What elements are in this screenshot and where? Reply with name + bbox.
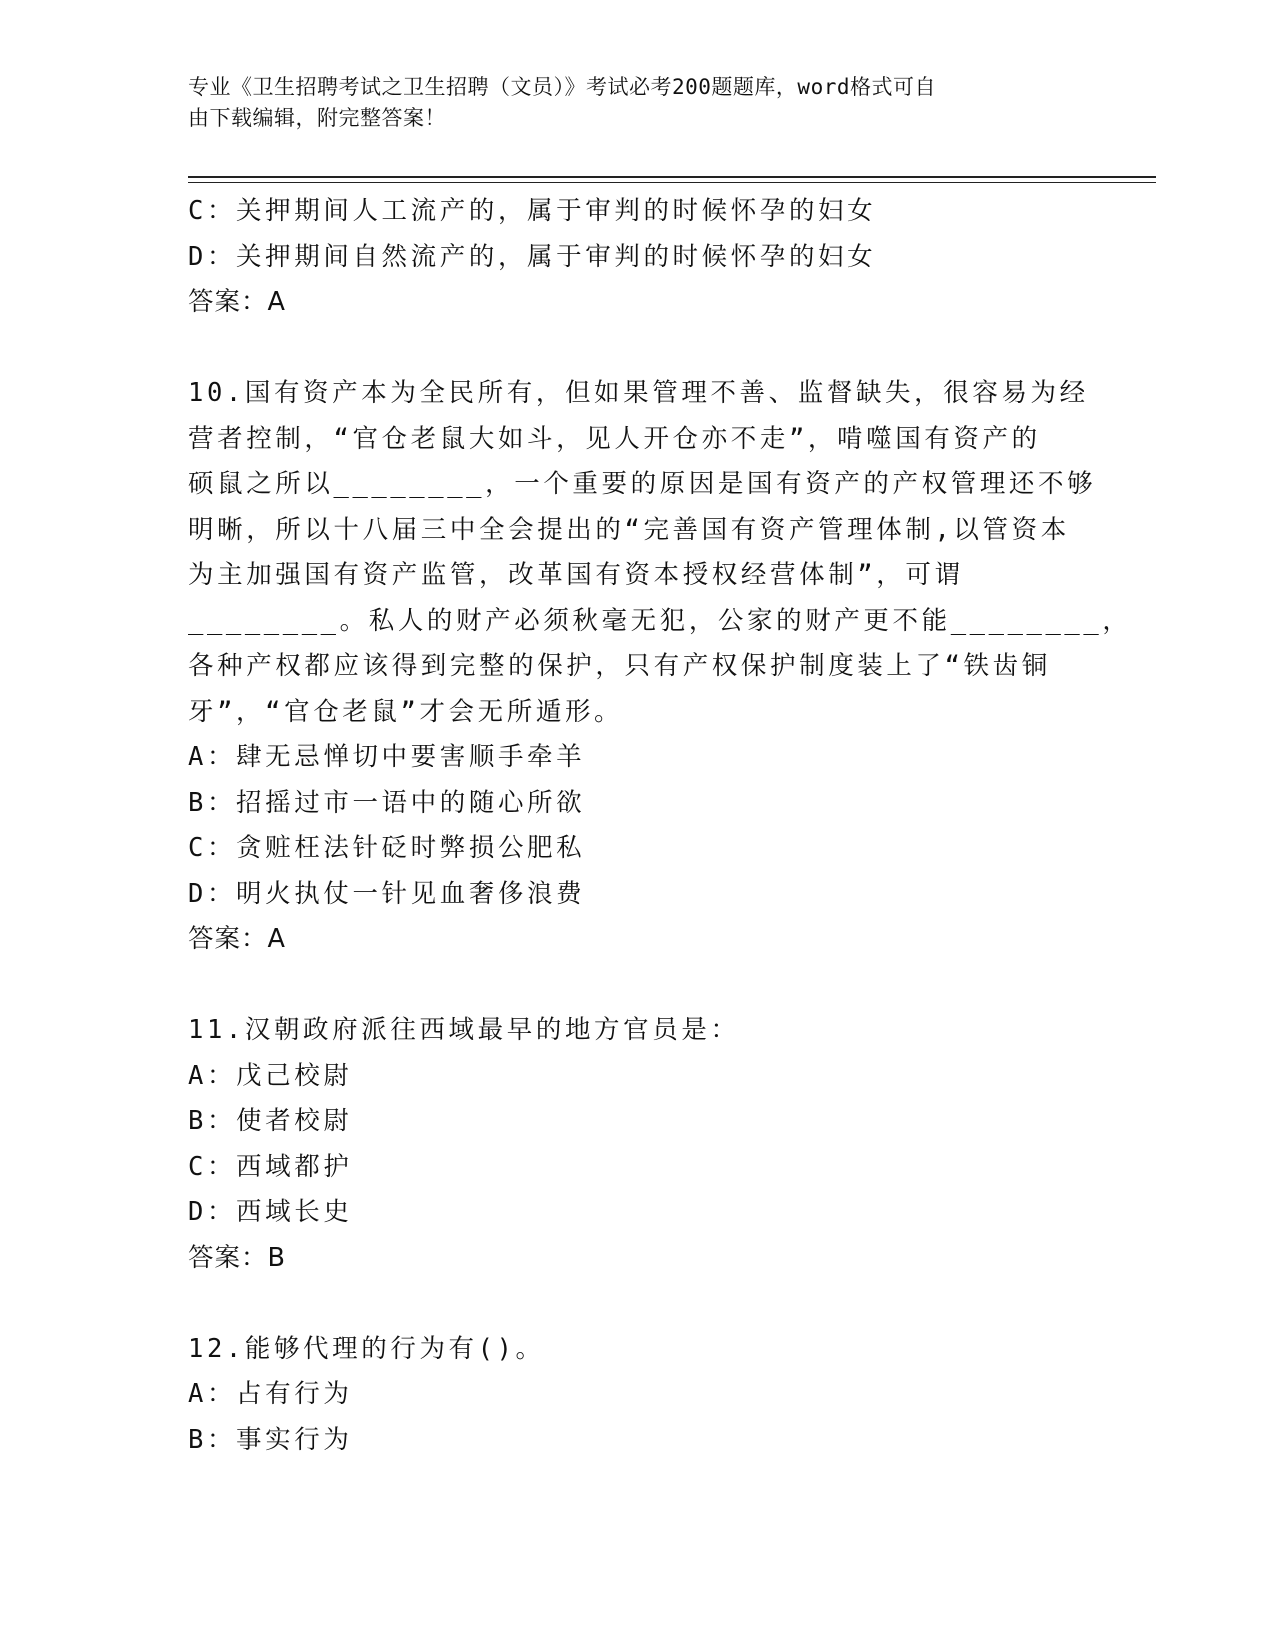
option-b: B：使者校尉 (188, 1106, 353, 1136)
answer-line: 答案：B (188, 1242, 286, 1273)
option-a: A：肆无忌惮切中要害顺手牵羊 (188, 742, 586, 772)
option-c: C：贪赃枉法针砭时弊损公肥私 (188, 833, 586, 863)
option-c: C：西域都护 (188, 1151, 353, 1182)
option-d: D：西域长史 (188, 1197, 353, 1227)
header-rule-thick (188, 176, 1156, 178)
answer-line: 答案：A (188, 287, 286, 317)
header-rule-thin (188, 182, 1156, 183)
spacer (188, 326, 1088, 372)
answer-line: 答案：A (188, 924, 286, 954)
question-stem-line: 10.国有资产本为全民所有，但如果管理不善、监督缺失，很容易为经 (188, 378, 1089, 408)
header-line-2: 由下载编辑，附完整答案！ (188, 106, 446, 130)
option-b: B：事实行为 (188, 1424, 353, 1455)
question-stem-line: 为主加强国有资产监管，改革国有资本授权经营体制”，可谓 (188, 560, 964, 590)
spacer (188, 963, 1088, 1009)
question-10 (188, 371, 1132, 963)
question-11 (188, 1008, 1088, 1281)
question-stem: 12.能够代理的行为有()。 (188, 1333, 545, 1364)
question-stem-line: 牙”，“官仓老鼠”才会无所遁形。 (188, 696, 624, 727)
option-a: A：占有行为 (188, 1379, 353, 1409)
question-12 (188, 1327, 1088, 1464)
question-stem-line: 明晰，所以十八届三中全会提出的“完善国有资产管理体制,以管资本 (188, 514, 1070, 545)
option-d: D：关押期间自然流产的，属于审判的时候怀孕的妇女 (188, 241, 877, 272)
question-9-tail (188, 189, 1088, 326)
question-stem-line: ________。私人的财产必须秋毫无犯，公家的财产更不能________， (188, 605, 1132, 636)
question-stem-line: 营者控制，“官仓老鼠大如斗，见人开仓亦不走”，啃噬国有资产的 (188, 423, 1041, 454)
question-stem: 11.汉朝政府派往西域最早的地方官员是： (188, 1015, 740, 1045)
option-a: A：戊己校尉 (188, 1060, 353, 1091)
question-content (188, 189, 1132, 1463)
question-stem-line: 硕鼠之所以________，一个重要的原因是国有资产的产权管理还不够 (188, 469, 1097, 499)
option-b: B：招摇过市一语中的随心所欲 (188, 787, 586, 818)
spacer (188, 1281, 1088, 1327)
option-d: D：明火执仗一针见血奢侈浪费 (188, 878, 586, 909)
page-header (188, 72, 1068, 134)
option-c: C：关押期间人工流产的，属于审判的时候怀孕的妇女 (188, 196, 877, 226)
question-stem-line: 各种产权都应该得到完整的保护，只有产权保护制度装上了“铁齿铜 (188, 651, 1051, 681)
header-line-1: 专业《卫生招聘考试之卫生招聘（文员）》考试必考200题题库，word格式可自 (188, 75, 936, 99)
